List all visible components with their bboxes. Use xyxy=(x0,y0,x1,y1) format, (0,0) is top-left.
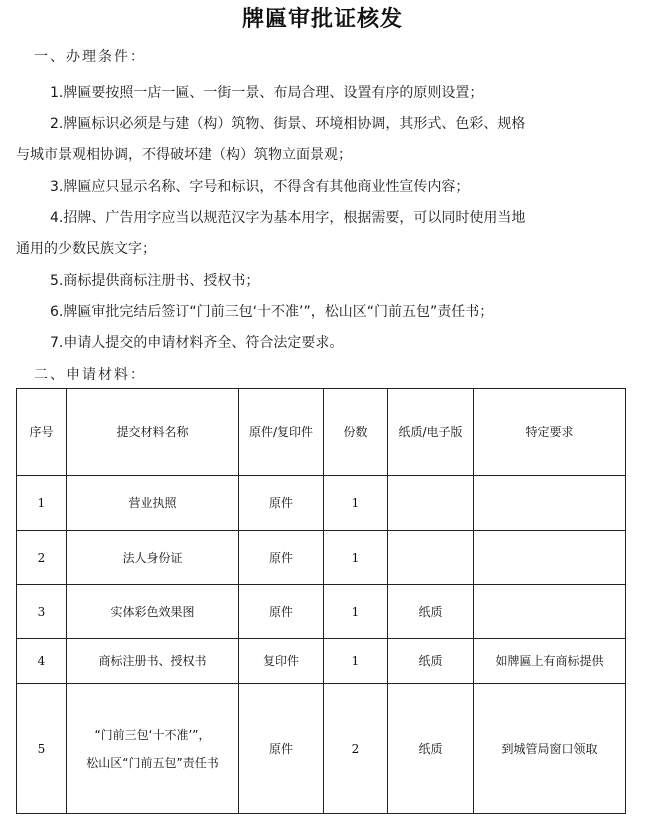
special-requirement xyxy=(474,476,626,531)
material-name: 法人身份证 xyxy=(67,531,239,585)
condition-item xyxy=(16,172,628,203)
condition-number: 1. xyxy=(50,85,64,101)
table-row xyxy=(17,684,626,814)
column-header-original-copy: 原件/复印件 xyxy=(239,389,324,476)
row-number: 4 xyxy=(17,639,67,684)
condition-item xyxy=(16,266,628,297)
condition-item xyxy=(16,109,628,171)
copy-count: 1 xyxy=(324,476,388,531)
medium xyxy=(388,531,474,585)
table-row xyxy=(17,531,626,585)
original-or-copy: 原件 xyxy=(239,531,324,585)
special-requirement xyxy=(474,585,626,639)
table-row xyxy=(17,585,626,639)
condition-item xyxy=(16,203,628,265)
material-name-line: “门前三包‘十不准’”， xyxy=(94,727,211,742)
table-row xyxy=(17,639,626,684)
material-name: 商标注册书、授权书 xyxy=(67,639,239,684)
condition-text: 牌匾应只显示名称、字号和标识，不得含有其他商业性宣传内容； xyxy=(63,179,470,195)
special-requirement: 到城管局窗口领取 xyxy=(474,684,626,814)
condition-item xyxy=(16,328,628,359)
special-requirement: 如牌匾上有商标提供 xyxy=(474,639,626,684)
column-header-number: 序号 xyxy=(17,389,67,476)
condition-number: 5. xyxy=(50,273,64,289)
condition-text: 牌匾审批完结后签订“门前三包‘十不准’”，松山区“门前五包”责任书； xyxy=(63,304,494,320)
section-heading-materials: 二、申请材料： xyxy=(34,367,146,383)
row-number: 3 xyxy=(17,585,67,639)
material-name: 营业执照 xyxy=(67,476,239,531)
condition-text: 牌匾要按照一店一匾、一街一景、布局合理、设置有序的原则设置； xyxy=(63,85,484,101)
material-name-line: 松山区“门前五包”责任书 xyxy=(86,755,219,770)
original-or-copy: 原件 xyxy=(239,684,324,814)
column-header-requirement: 特定要求 xyxy=(474,389,626,476)
condition-number: 6. xyxy=(50,304,64,320)
condition-number: 2. xyxy=(50,116,64,132)
materials-table xyxy=(16,388,626,814)
condition-text-continued: 通用的少数民族文字； xyxy=(16,241,156,257)
condition-item xyxy=(16,78,628,109)
condition-item xyxy=(16,297,628,328)
section-heading-conditions: 一、办理条件： xyxy=(34,49,146,65)
copy-count: 2 xyxy=(324,684,388,814)
condition-number: 7. xyxy=(50,335,64,351)
table-row xyxy=(17,476,626,531)
condition-number: 4. xyxy=(50,210,64,226)
original-or-copy: 复印件 xyxy=(239,639,324,684)
copy-count: 1 xyxy=(324,639,388,684)
row-number: 5 xyxy=(17,684,67,814)
special-requirement xyxy=(474,531,626,585)
medium: 纸质 xyxy=(388,639,474,684)
condition-number: 3. xyxy=(50,179,64,195)
condition-text: 牌匾标识必须是与建（构）筑物、街景、环境相协调，其形式、色彩、规格 xyxy=(63,116,526,132)
table-header-row xyxy=(17,389,626,476)
original-or-copy: 原件 xyxy=(239,476,324,531)
column-header-material-name: 提交材料名称 xyxy=(67,389,239,476)
condition-text-continued: 与城市景观相协调，不得破坏建（构）筑物立面景观； xyxy=(16,147,352,163)
original-or-copy: 原件 xyxy=(239,585,324,639)
medium: 纸质 xyxy=(388,684,474,814)
column-header-medium: 纸质/电子版 xyxy=(388,389,474,476)
material-name xyxy=(67,684,239,814)
condition-text: 招牌、广告用字应当以规范汉字为基本用字，根据需要，可以同时使用当地 xyxy=(63,210,526,226)
medium xyxy=(388,476,474,531)
page-title: 牌匾审批证核发 xyxy=(241,6,403,32)
copy-count: 1 xyxy=(324,585,388,639)
condition-text: 申请人提交的申请材料齐全、符合法定要求。 xyxy=(63,335,344,351)
copy-count: 1 xyxy=(324,531,388,585)
material-name: 实体彩色效果图 xyxy=(67,585,239,639)
column-header-count: 份数 xyxy=(324,389,388,476)
condition-text: 商标提供商标注册书、授权书； xyxy=(63,273,260,289)
row-number: 1 xyxy=(17,476,67,531)
medium: 纸质 xyxy=(388,585,474,639)
row-number: 2 xyxy=(17,531,67,585)
